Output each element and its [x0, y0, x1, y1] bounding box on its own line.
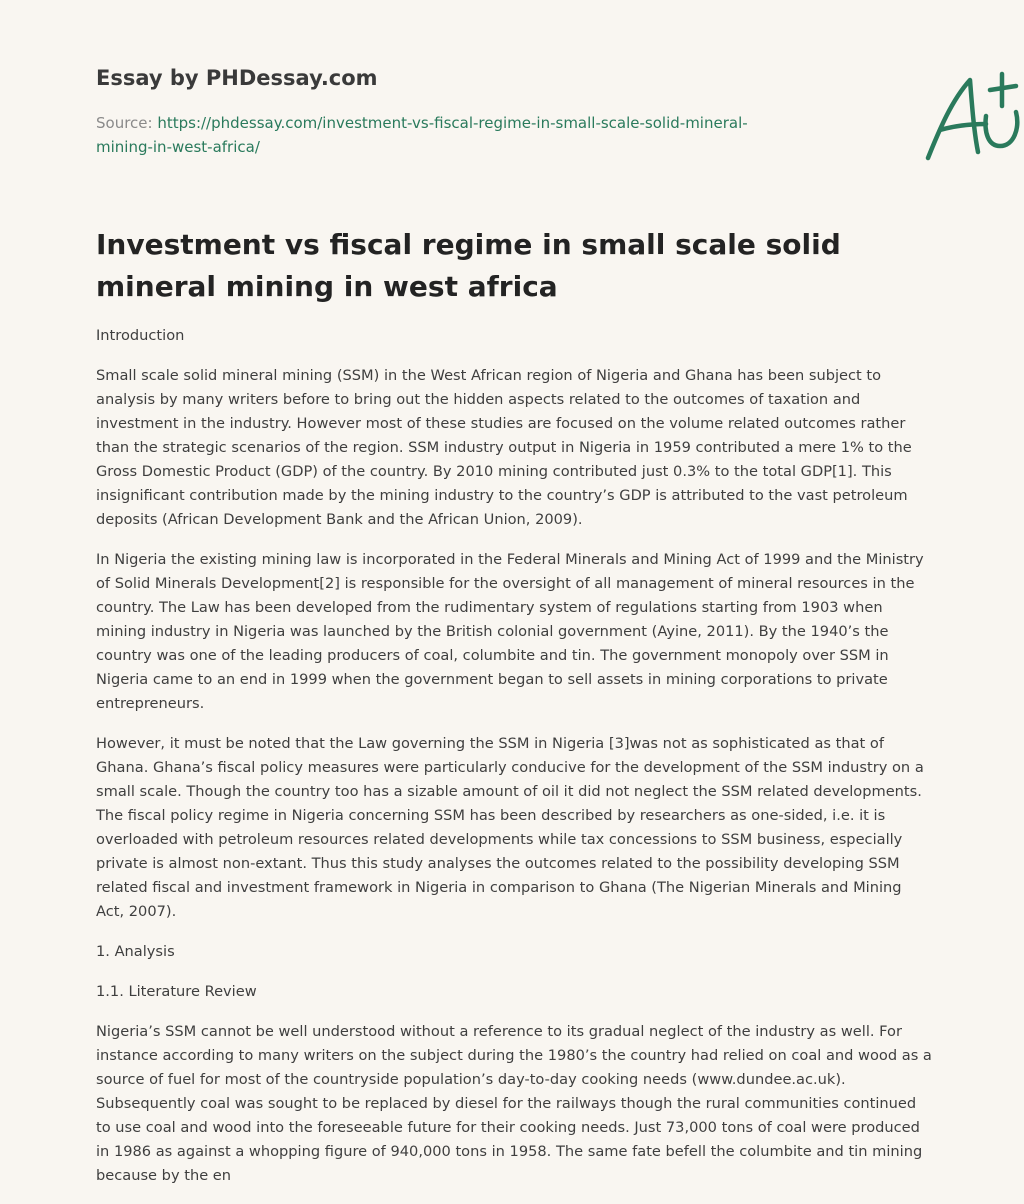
essay-paragraph: Small scale solid mineral mining (SSM) in the West African region of Nigeria and Ghana has been subject to analysis by many writers before to bring out the hidden aspects related to the outcomes of taxation and investment in the industry. However most of these studies are focused on the volume related outcomes rather than the strategic scenarios of the region. SSM industry output in Nigeria in 1959 contributed a mere 1% to the Gross Domestic Product (GDP) of the country. By 2010 mining contributed just 0.3% to the total GDP[1]. This insignificant contribution made by the mining industry to the country’s GDP is attributed to the vast petroleum deposits (African Development Bank and the African Union, 2009).	[96, 367, 912, 528]
a-plus-logo-icon	[920, 66, 1024, 166]
source-link[interactable]: https://phdessay.com/investment-vs-fiscal-regime-in-small-scale-solid-mineral-mining-in-west-africa/	[96, 114, 748, 156]
essay-paragraph: In Nigeria the existing mining law is incorporated in the Federal Minerals and Mining Act of 1999 and the Ministry of Solid Minerals Development[2] is responsible for the oversight of all management of mineral resources in the country. The Law has been developed from the rudimentary system of regulations starting from 1903 when mining industry in Nigeria was launched by the British colonial government (Ayine, 2011). By the 1940’s the country was one of the leading producers of coal, columbite and tin. The government monopoly over SSM in Nigeria came to an end in 1999 when the government began to sell assets in mining corporations to private entrepreneurs.	[96, 551, 924, 712]
essay-paragraph: 1. Analysis	[96, 943, 175, 960]
site-title: Essay by PHDessay.com	[96, 66, 378, 90]
essay-paragraph: Nigeria’s SSM cannot be well understood without a reference to its gradual neglect of the industry as well. For instance according to many writers on the subject during the 1980’s the country had relied on coal and wood as a source of fuel for most of the countryside population’s day-to-day cooking needs (www.dundee.ac.uk). Subsequently coal was sought to be replaced by diesel for the railways though the rural communities continued to use coal and wood into the foreseeable future for their cooking needs. Just 73,000 tons of coal were produced in 1986 as against a whopping figure of 940,000 tons in 1958. The same fate befell the columbite and tin mining because by the en	[96, 1023, 932, 1184]
source-label: Source:	[96, 114, 158, 132]
essay-paragraph: However, it must be noted that the Law governing the SSM in Nigeria [3]was not as sophisticated as that of Ghana. Ghana’s fiscal policy measures were particularly conducive for the development of the SSM industry on a small scale. Though the country too has a sizable amount of oil it did not neglect the SSM related developments. The fiscal policy regime in Nigeria concerning SSM has been described by researchers as one-sided, i.e. it is overloaded with petroleum resources related developments while tax concessions to SSM business, especially private is almost non-extant. Thus this study analyses the outcomes related to the possibility developing SSM related fiscal and investment framework in Nigeria in comparison to Ghana (The Nigerian Minerals and Mining Act, 2007).	[96, 735, 924, 920]
essay-title: Investment vs fiscal regime in small scale solid mineral mining in west africa	[96, 228, 841, 303]
essay-paragraph: Introduction	[96, 327, 185, 344]
source-line	[96, 111, 776, 159]
essay-paragraph: 1.1. Literature Review	[96, 983, 257, 1000]
essay-body	[96, 324, 932, 1204]
